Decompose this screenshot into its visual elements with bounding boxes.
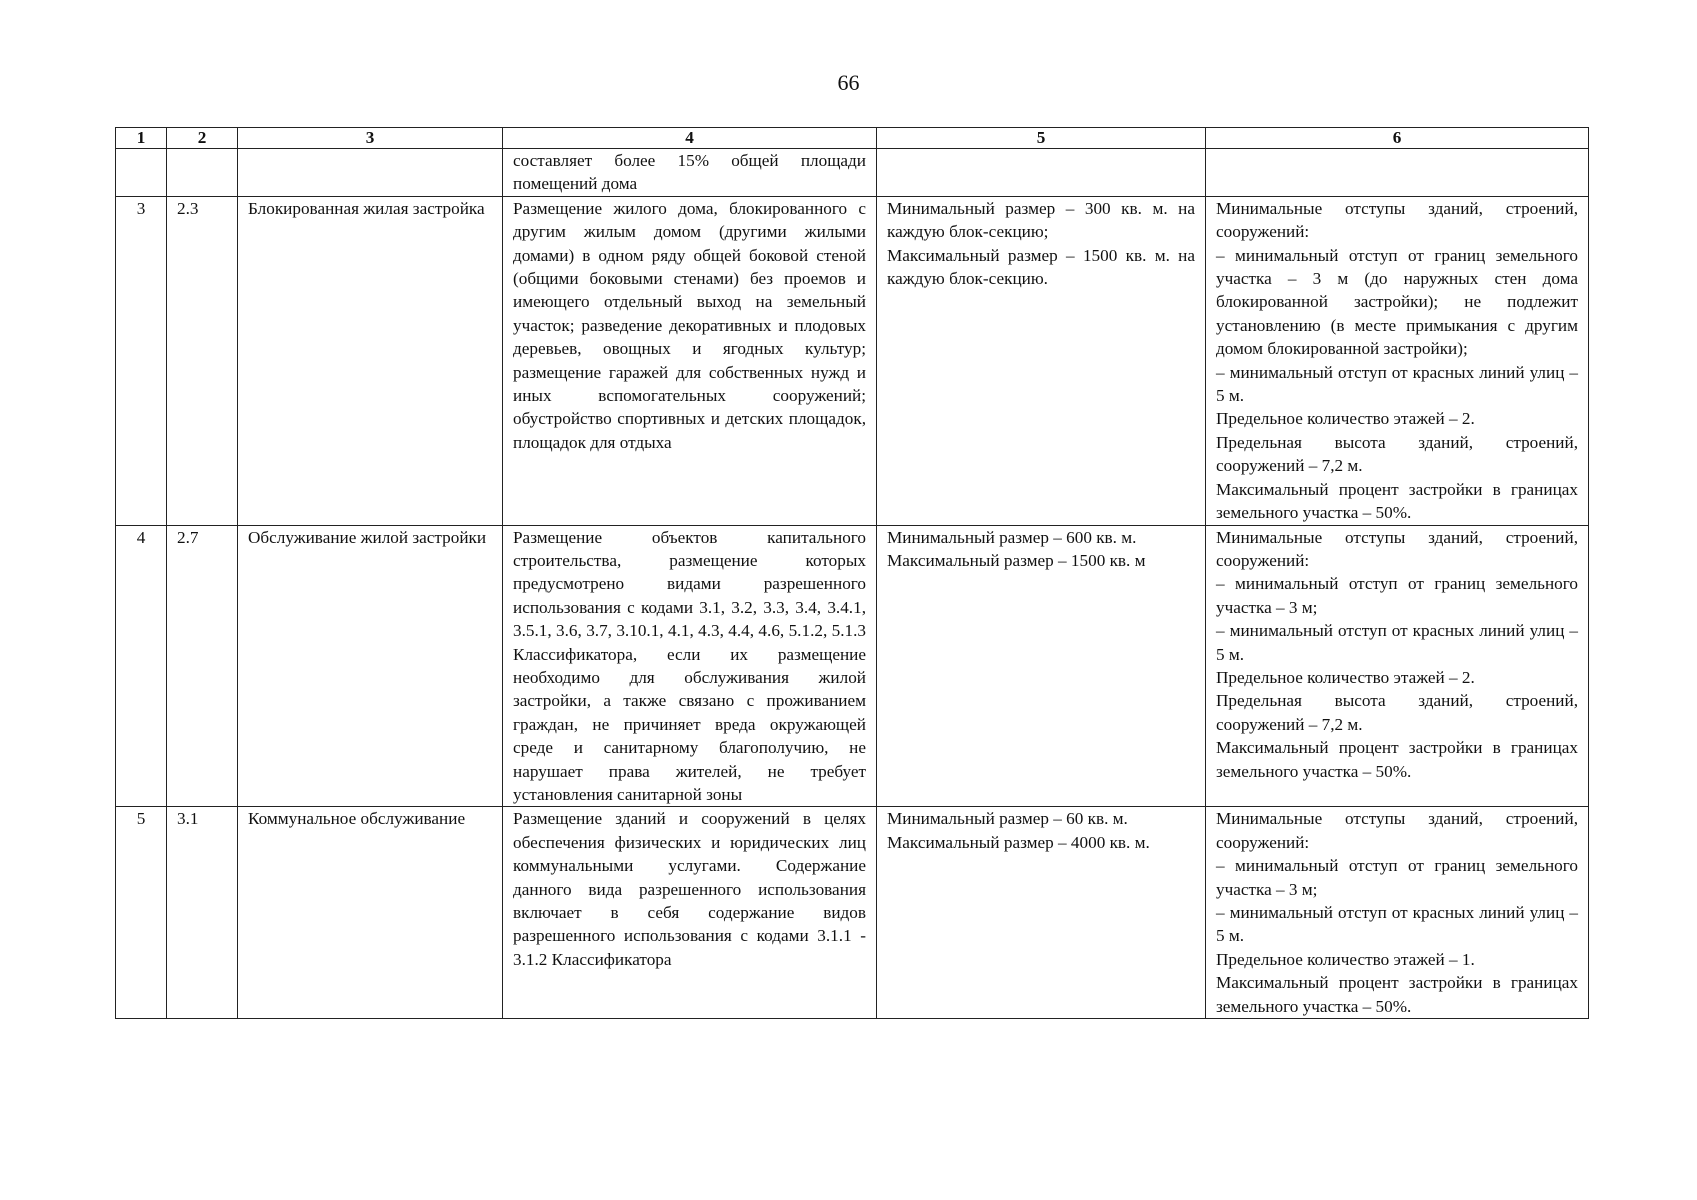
column-header: 6 — [1206, 128, 1589, 149]
param-line: – минимальный отступ от границ земельного участка – 3 м; — [1216, 574, 1578, 617]
size-line: Максимальный размер – 1500 кв. м. на каждую блок-секцию. — [887, 245, 1195, 289]
row-number: 5 — [116, 807, 167, 1019]
row-code — [167, 149, 238, 197]
row-params — [1206, 149, 1589, 197]
row-description: Размещение объектов капитального строительства, размещение которых предусмотрено видами разрешенного использования с кодами 3.1, 3.2, 3.3, 3.4, 3.4.1, 3.5.1, 3.6, 3.7, 3.10.1, 4.1, 4.3, 4.4, 4.6, 5.1.2, 5.1.3 Классификатора, если их размещение необходимо для обслуживания жилой застройки, а также связано с проживанием граждан, не причиняет вреда окружающей среде и санитарному благополучию, не нарушает права жителей, не требует установления санитарной зоны — [503, 525, 877, 807]
column-header: 2 — [167, 128, 238, 149]
table-header-row — [116, 128, 1589, 149]
param-line: – минимальный отступ от красных линий улиц – 5 м. — [1216, 903, 1578, 946]
param-line: Предельное количество этажей – 2. — [1216, 667, 1475, 687]
param-line: Минимальные отступы зданий, строений, сооружений: — [1216, 809, 1578, 852]
row-sizes — [877, 149, 1206, 197]
size-line: Минимальный размер – 300 кв. м. на каждую блок-секцию; — [887, 198, 1195, 242]
row-params — [1206, 196, 1589, 525]
row-description: Размещение жилого дома, блокированного с другим жилым домом (другими жилыми домами) в одном ряду общей боковой стеной (общими боковыми стенами) без проемов и имеющего отдельный выход на земельный участок; разведение декоративных и плодовых деревьев, овощных и ягодных культур; размещение гаражей для собственных нужд и иных вспомогательных сооружений; обустройство спортивных и детских площадок, площадок для отдыха — [503, 196, 877, 525]
row-params — [1206, 525, 1589, 807]
column-header: 5 — [877, 128, 1206, 149]
column-header: 3 — [238, 128, 503, 149]
row-number: 4 — [116, 525, 167, 807]
row-sizes — [877, 196, 1206, 525]
row-name: Блокированная жилая застройка — [238, 196, 503, 525]
param-line: Максимальный процент застройки в границах земельного участка – 50%. — [1216, 973, 1578, 1016]
param-line: Предельное количество этажей – 2. — [1216, 409, 1475, 429]
row-name: Обслуживание жилой застройки — [238, 525, 503, 807]
size-line: Максимальный размер – 1500 кв. м — [887, 550, 1146, 570]
table-row — [116, 196, 1589, 525]
row-sizes — [877, 525, 1206, 807]
row-name: Коммунальное обслуживание — [238, 807, 503, 1019]
param-line: Минимальные отступы зданий, строений, сооружений: — [1216, 527, 1578, 570]
param-line: – минимальный отступ от границ земельного участка – 3 м (до наружных стен дома блокированной застройки); не подлежит установлению (в месте примыкания с другим домом блокированной застройки); — [1216, 245, 1578, 359]
size-line: Минимальный размер – 600 кв. м. — [887, 527, 1137, 547]
param-line: Минимальные отступы зданий, строений, сооружений: — [1216, 198, 1578, 242]
param-line: – минимальный отступ от красных линий улиц – 5 м. — [1216, 621, 1578, 664]
row-number — [116, 149, 167, 197]
param-line: Предельное количество этажей – 1. — [1216, 949, 1475, 969]
row-code: 2.3 — [167, 196, 238, 525]
row-number: 3 — [116, 196, 167, 525]
table-row — [116, 807, 1589, 1019]
param-line: Максимальный процент застройки в границах земельного участка – 50%. — [1216, 738, 1578, 781]
param-line: Предельная высота зданий, строений, сооружений – 7,2 м. — [1216, 691, 1578, 734]
row-code: 3.1 — [167, 807, 238, 1019]
param-line: Предельная высота зданий, строений, сооружений – 7,2 м. — [1216, 432, 1578, 476]
table-row — [116, 149, 1589, 197]
column-header: 4 — [503, 128, 877, 149]
row-code: 2.7 — [167, 525, 238, 807]
row-params — [1206, 807, 1589, 1019]
size-line: Максимальный размер – 4000 кв. м. — [887, 832, 1150, 852]
size-line: Минимальный размер – 60 кв. м. — [887, 809, 1128, 829]
page-number: 66 — [837, 70, 860, 95]
table-row — [116, 525, 1589, 807]
row-name — [238, 149, 503, 197]
row-sizes — [877, 807, 1206, 1019]
zoning-regulations-table — [115, 127, 1589, 1019]
row-description: Размещение зданий и сооружений в целях обеспечения физических и юридических лиц коммунальными услугами. Содержание данного вида разрешенного использования включает в себя содержание видов разрешенного использования с кодами 3.1.1 - 3.1.2 Классификатора — [503, 807, 877, 1019]
column-header: 1 — [116, 128, 167, 149]
param-line: – минимальный отступ от красных линий улиц – 5 м. — [1216, 362, 1578, 406]
param-line: Максимальный процент застройки в границах земельного участка – 50%. — [1216, 479, 1578, 523]
param-line: – минимальный отступ от границ земельного участка – 3 м; — [1216, 856, 1578, 899]
row-description: составляет более 15% общей площади помещений дома — [503, 149, 877, 197]
